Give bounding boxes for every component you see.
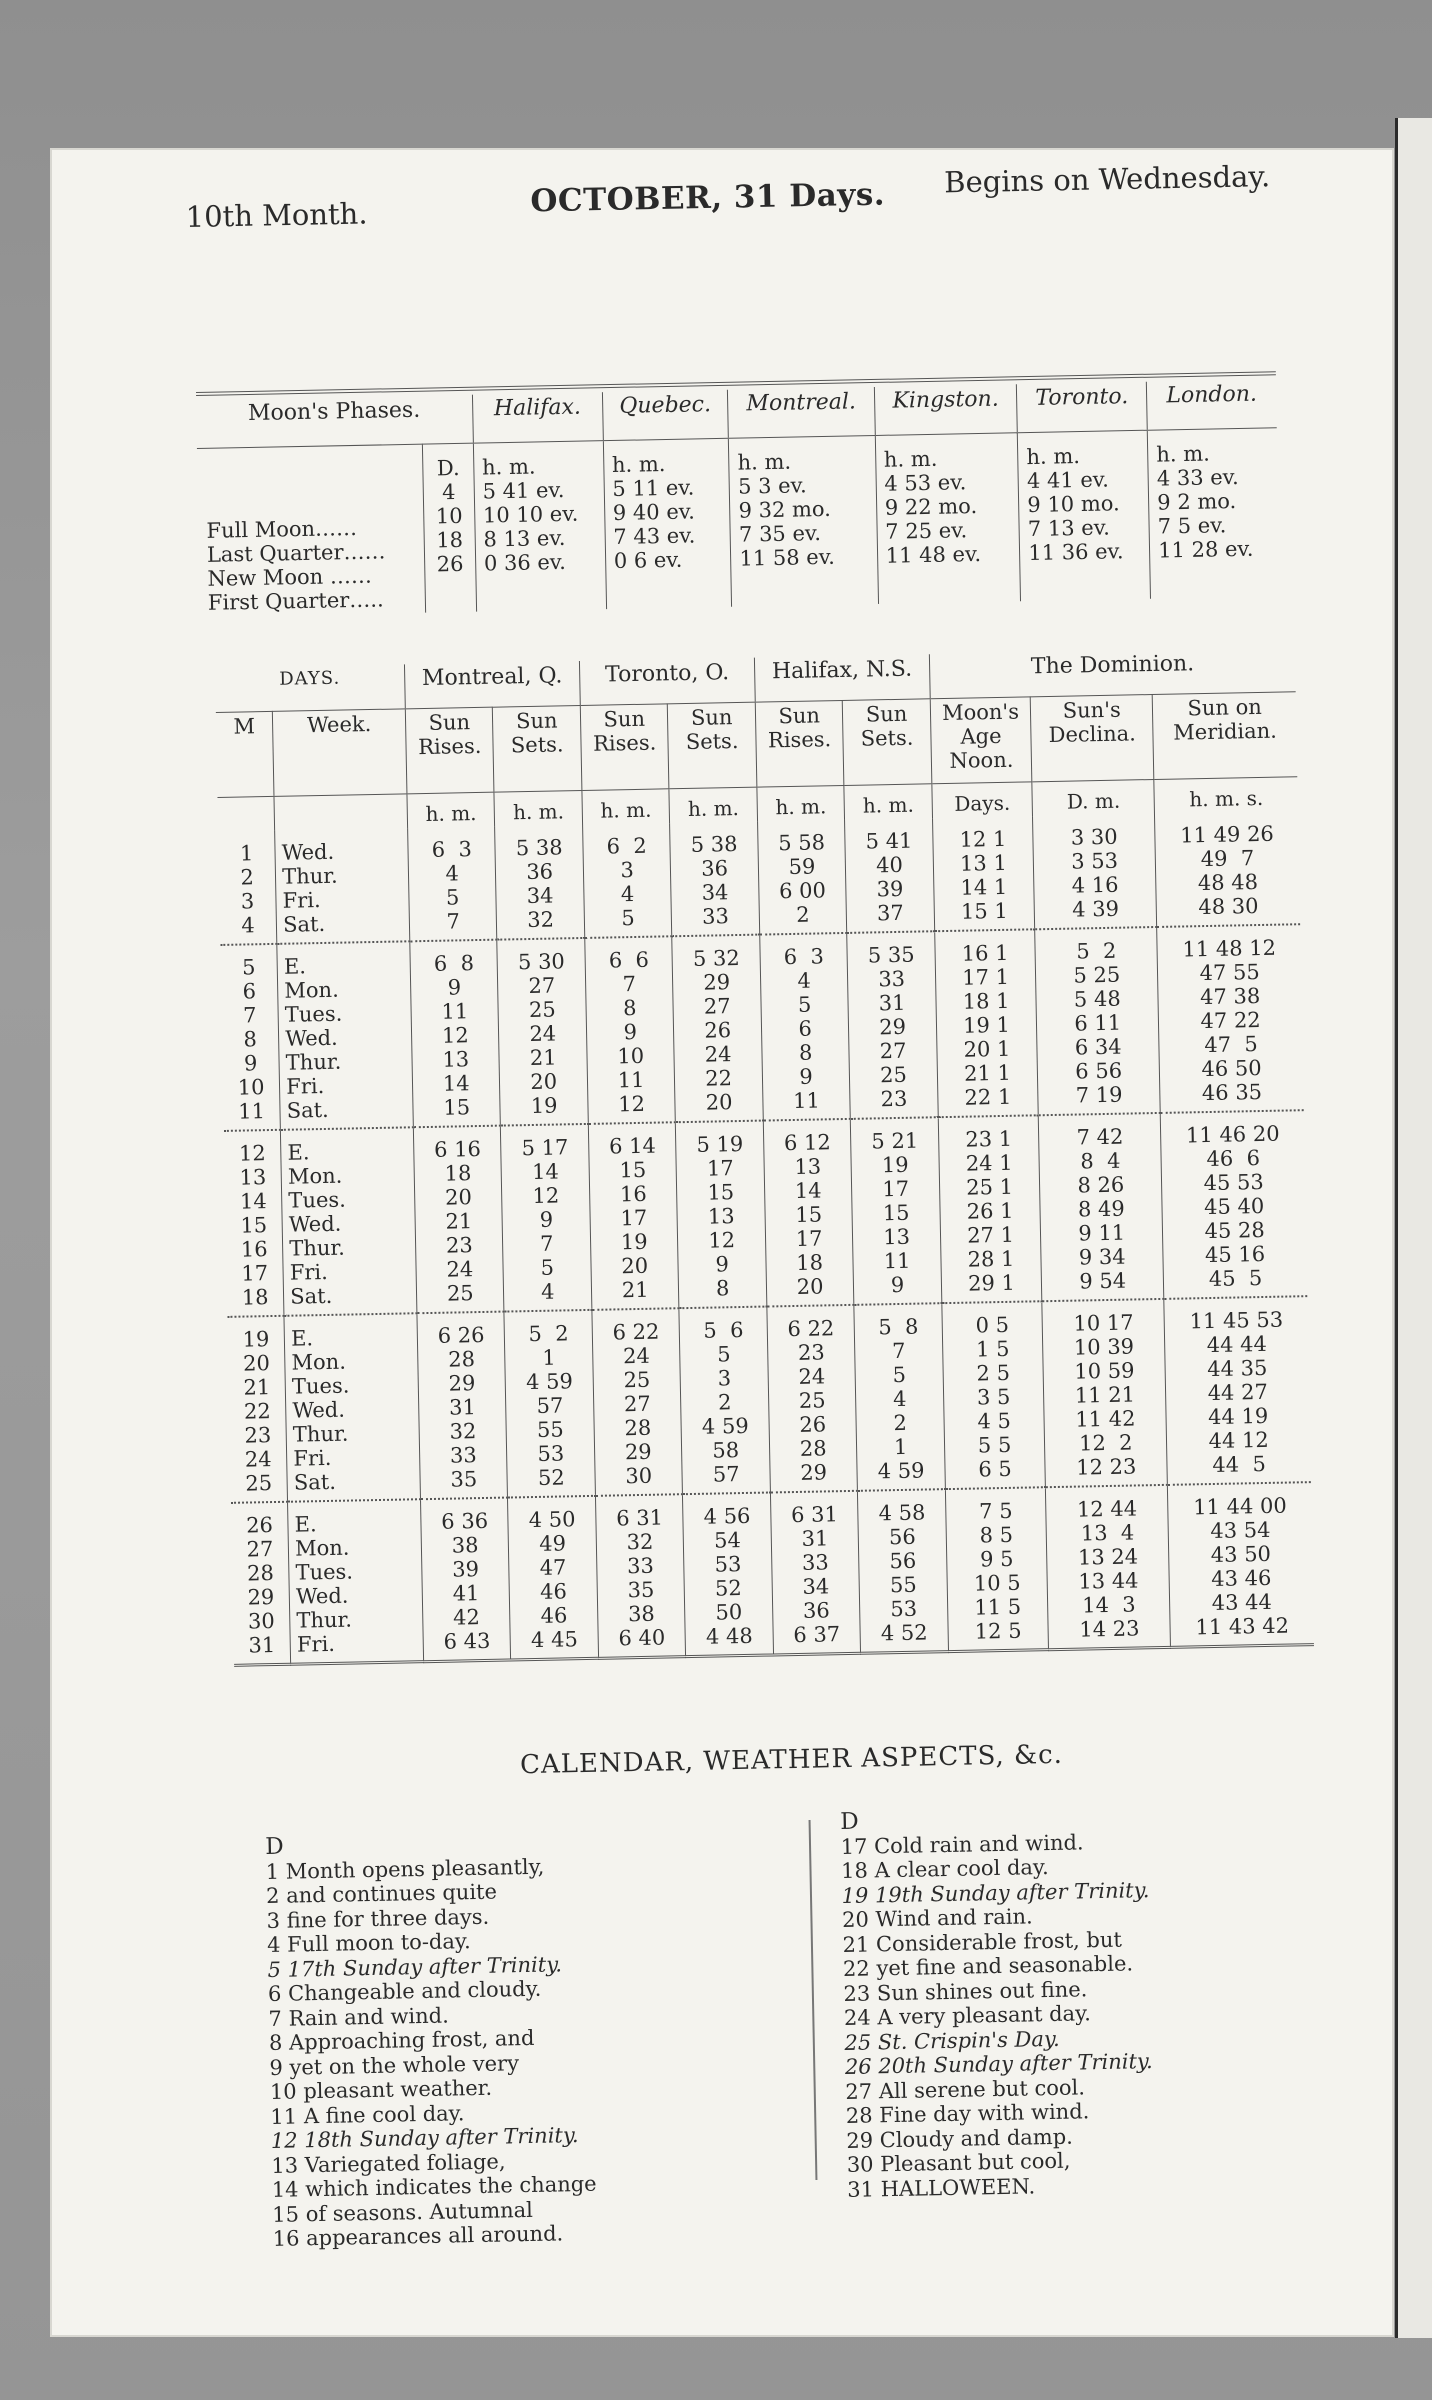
calendar-entry: 3 fine for three days. xyxy=(266,1904,490,1933)
calendar-entry: 19 19th Sunday after Trinity. xyxy=(841,1877,1150,1908)
moon-phases-body-row xyxy=(197,428,1280,617)
week-hfx-rise: 6 31 31 33 34 36 6 37 xyxy=(770,1491,861,1655)
moon-phases-table xyxy=(196,379,1280,617)
value-lines: 5 11 ev. 9 40 ev. 7 43 ev. 0 6 ev. xyxy=(612,475,696,574)
page-title: OCTOBER, 31 Days. xyxy=(530,176,886,220)
col-toronto: Toronto. xyxy=(1017,382,1148,433)
week-week: E. Mon. Tues. Wed. Thur. Fri. Sat. xyxy=(281,1127,417,1316)
calendar-entry: 10 pleasant weather. xyxy=(269,2075,493,2104)
week-mtl-rise: 6 36 38 39 41 42 6 43 xyxy=(421,1498,512,1662)
week-mtl-set: 5 30 27 25 24 21 20 19 xyxy=(497,938,588,1126)
calendar-entry: 14 which indicates the change xyxy=(271,2171,597,2202)
value-lines: 4 53 ev. 9 22 mo. 7 25 ev. 11 48 ev. xyxy=(884,470,982,568)
week-tor-rise: 6 31 32 33 35 38 6 40 xyxy=(595,1494,686,1658)
unit-hm: h. m. xyxy=(407,792,495,828)
units-label: h. m. xyxy=(883,446,938,472)
col-tor-rise: Sun Rises. xyxy=(580,704,669,791)
calendar-entry: 25 St. Crispin's Day. xyxy=(844,2026,1060,2055)
calendar-entry: 22 yet fine and seasonable. xyxy=(842,1951,1134,1981)
col-kingston: Kingston. xyxy=(874,384,1017,435)
montreal-times xyxy=(729,435,879,606)
value-lines: 4 41 ev. 9 10 mo. 7 13 ev. 11 36 ev. xyxy=(1026,467,1124,566)
week-week: E. Mon. Tues. Wed. Thur. Fri. Sat. xyxy=(284,1313,420,1502)
calendar-entry: 21 Considerable frost, but xyxy=(842,1927,1123,1957)
halifax-times xyxy=(473,441,606,612)
calendar-entry: 8 Approaching frost, and xyxy=(268,2025,535,2055)
week-row xyxy=(220,924,1303,1131)
week-hfx-rise: 6 22 23 24 25 26 28 29 xyxy=(767,1305,858,1493)
col-sun-meridian: Sun on Meridian. xyxy=(1152,692,1297,780)
week-m: 19 20 21 22 23 24 25 xyxy=(227,1316,287,1503)
col-m: M xyxy=(216,711,274,797)
calendar-entry: 5 17th Sunday after Trinity. xyxy=(267,1951,563,1982)
week-mtl-set: 5 38 36 34 32 xyxy=(495,825,585,940)
week-merid: 11 49 26 49 7 48 48 48 30 xyxy=(1155,811,1300,927)
unit-hms: h. m. s. xyxy=(1154,777,1298,814)
d-label: D. xyxy=(436,455,460,481)
week-mtl-set: 4 50 49 47 46 46 4 45 xyxy=(508,1496,599,1660)
col-mtl-set: Sun Sets. xyxy=(493,705,582,792)
week-tor-set: 5 19 17 15 13 12 9 8 xyxy=(676,1121,767,1309)
calendar-right-column xyxy=(840,1804,1155,2202)
week-hfx-set: 5 35 33 31 29 27 25 23 xyxy=(847,931,938,1119)
units-label: h. m. xyxy=(737,449,792,475)
moon-phases-heading: Moon's Phases. xyxy=(196,395,473,449)
week-age: 7 5 8 5 9 5 10 5 11 5 12 5 xyxy=(945,1487,1049,1651)
week-hfx-set: 5 8 7 5 4 2 1 4 59 xyxy=(854,1303,945,1491)
units-label: h. m. xyxy=(1026,444,1081,470)
col-london: London. xyxy=(1146,379,1276,430)
calendar-entry: 13 Variegated foliage, xyxy=(271,2148,506,2178)
calendar-entry: 24 A very pleasant day. xyxy=(843,2001,1092,2030)
col-suns-declina: Sun's Declina. xyxy=(1030,695,1154,782)
week-hfx-set: 5 41 40 39 37 xyxy=(845,818,935,933)
calendar-entry: 7 Rain and wind. xyxy=(268,2003,449,2031)
units-label: h. m. xyxy=(481,454,536,480)
unit-blank xyxy=(217,796,274,832)
week-week: E. Mon. Tues. Wed. Thur. Fri. xyxy=(288,1499,424,1664)
calendar-entry: 4 Full moon to-day. xyxy=(266,1929,471,1957)
week-merid: 11 46 20 46 6 45 53 45 40 45 28 45 16 45 5 xyxy=(1161,1110,1308,1299)
begins-on: Begins on Wednesday. xyxy=(943,159,1271,200)
units-label: h. m. xyxy=(611,452,666,478)
col-week: Week. xyxy=(273,709,407,797)
halifax-heading: Halifax, N.S. xyxy=(754,654,930,702)
week-m: 5 6 7 8 9 10 11 xyxy=(220,944,280,1131)
unit-hm: h. m. xyxy=(844,784,932,820)
week-decl: 3 30 3 53 4 16 4 39 xyxy=(1033,814,1157,929)
calendar-entry: 16 appearances all around. xyxy=(272,2221,564,2251)
week-hfx-rise: 5 58 59 6 00 2 xyxy=(757,820,847,935)
london-times xyxy=(1147,428,1280,599)
days-heading: DAYS. xyxy=(215,664,405,712)
week-merid: 11 44 00 43 54 43 50 43 46 43 44 11 43 42 xyxy=(1168,1482,1314,1647)
week-mtl-set: 5 2 1 4 59 57 55 53 52 xyxy=(504,1310,595,1498)
week-mtl-rise: 6 3 4 5 7 xyxy=(408,827,498,942)
unit-blank xyxy=(274,794,407,831)
quebec-times xyxy=(603,438,732,609)
calendar-title: CALENDAR, WEATHER ASPECTS, &c. xyxy=(519,1739,1064,1781)
week-week: Wed. Thur. Fri. Sat. xyxy=(275,828,410,944)
col-moons-age: Moon's Age Noon. xyxy=(930,697,1032,784)
calendar-entry: 12 18th Sunday after Trinity. xyxy=(270,2123,579,2153)
value-lines: 4 10 18 26 xyxy=(435,480,464,577)
calendar-entry: 15 of seasons. Autumnal xyxy=(272,2197,534,2227)
week-age: 12 1 13 1 14 1 15 1 xyxy=(932,816,1035,931)
value-lines: Full Moon…… Last Quarter…… New Moon …… First Quarter….. xyxy=(206,515,386,615)
value-lines: 5 3 ev. 9 32 mo. 7 35 ev. 11 58 ev. xyxy=(737,473,835,571)
montreal-heading: Montreal, Q. xyxy=(404,661,580,709)
week-m: 12 13 14 15 16 17 18 xyxy=(224,1130,284,1317)
unit-hm: h. m. xyxy=(669,787,757,823)
week-tor-set: 5 38 36 34 33 xyxy=(670,822,760,937)
value-lines: 4 33 ev. 9 2 mo. 7 5 ev. 11 28 ev. xyxy=(1156,464,1254,563)
col-hfx-set: Sun Sets. xyxy=(843,699,932,786)
week-hfx-rise: 6 3 4 5 6 8 9 11 xyxy=(760,933,851,1121)
col-tor-set: Sun Sets. xyxy=(668,702,757,789)
calendar-entry: 27 All serene but cool. xyxy=(845,2074,1086,2104)
calendar-right-lines xyxy=(840,1829,1155,2202)
phase-days xyxy=(423,443,477,612)
dominion-heading: The Dominion. xyxy=(929,647,1295,699)
week-age: 16 1 17 1 18 1 19 1 20 1 21 1 22 1 xyxy=(935,929,1039,1117)
col-head-d: D xyxy=(264,1833,284,1860)
toronto-times xyxy=(1018,430,1151,601)
week-tor-rise: 6 14 15 16 17 19 20 21 xyxy=(588,1122,679,1310)
calendar-entry: 6 Changeable and cloudy. xyxy=(267,1976,542,2006)
week-hfx-rise: 6 12 13 14 15 17 18 20 xyxy=(763,1119,854,1307)
adjacent-page-edge xyxy=(1395,118,1432,2338)
calendar-left-lines xyxy=(265,1853,597,2251)
week-row xyxy=(218,811,1300,945)
week-row xyxy=(224,1110,1307,1317)
col-mtl-rise: Sun Rises. xyxy=(405,707,494,794)
week-week: E. Mon. Tues. Wed. Thur. Fri. Sat. xyxy=(277,941,413,1130)
week-tor-rise: 6 6 7 8 9 10 11 12 xyxy=(585,936,676,1124)
calendar-entry: 18 A clear cool day. xyxy=(840,1855,1049,1883)
calendar-entry: 11 A fine cool day. xyxy=(270,2100,465,2129)
calendar-entry: 29 Cloudy and damp. xyxy=(846,2124,1074,2153)
week-decl: 12 44 13 4 13 24 13 44 14 3 14 23 xyxy=(1046,1485,1171,1650)
calendar-left-column xyxy=(265,1829,598,2252)
calendar-entry: 28 Fine day with wind. xyxy=(845,2099,1090,2128)
unit-days: Days. xyxy=(932,782,1033,818)
calendar-entry: 31 HALLOWEEN. xyxy=(847,2173,1036,2202)
calendar-entry: 26 20th Sunday after Trinity. xyxy=(844,2049,1153,2079)
week-decl: 7 42 8 4 8 26 8 49 9 11 9 34 9 54 xyxy=(1039,1113,1165,1301)
week-merid: 11 45 53 44 44 44 35 44 27 44 19 44 12 44 5 xyxy=(1164,1296,1311,1485)
col-hfx-rise: Sun Rises. xyxy=(755,700,844,787)
value-lines: 5 41 ev. 10 10 ev. 8 13 ev. 0 36 ev. xyxy=(482,477,579,576)
col-montreal: Montreal. xyxy=(728,387,875,438)
unit-hm: h. m. xyxy=(757,785,845,821)
calendar-entry: 23 Sun shines out fine. xyxy=(843,1976,1088,2006)
week-decl: 10 17 10 39 10 59 11 21 11 42 12 2 12 23 xyxy=(1042,1299,1168,1487)
unit-dm: D. m. xyxy=(1032,779,1155,816)
week-mtl-rise: 6 16 18 20 21 23 24 25 xyxy=(413,1126,504,1314)
calendar-entry: 30 Pleasant but cool, xyxy=(846,2148,1071,2177)
month-number: 10th Month. xyxy=(185,196,368,234)
week-mtl-set: 5 17 14 12 9 7 5 4 xyxy=(501,1124,592,1312)
week-tor-set: 5 32 29 27 26 24 22 20 xyxy=(672,935,763,1123)
calendar-entry: 9 yet on the whole very xyxy=(269,2050,520,2080)
calendar-entry: 1 Month opens pleasantly, xyxy=(265,1854,545,1884)
unit-hm: h. m. xyxy=(582,789,670,825)
week-tor-rise: 6 2 3 4 5 xyxy=(583,823,673,938)
col-halifax: Halifax. xyxy=(472,392,603,443)
weeks-body xyxy=(218,811,1314,1665)
week-age: 0 5 1 5 2 5 3 5 4 5 5 5 6 5 xyxy=(942,1301,1046,1489)
week-row xyxy=(227,1296,1310,1503)
week-decl: 5 2 5 25 5 48 6 11 6 34 6 56 7 19 xyxy=(1035,927,1161,1115)
units-label: h. m. xyxy=(1156,441,1211,467)
days-table xyxy=(215,647,1314,1667)
week-m: 1 2 3 4 xyxy=(239,841,255,938)
week-m: 26 27 28 29 30 31 xyxy=(231,1502,291,1666)
week-hfx-set: 5 21 19 17 15 13 11 9 xyxy=(851,1117,942,1305)
week-tor-rise: 6 22 24 25 27 28 29 30 xyxy=(592,1308,683,1496)
calendar-entry: 2 and continues quite xyxy=(265,1879,498,1908)
calendar-entry: 20 Wind and rain. xyxy=(841,1904,1033,1932)
week-row xyxy=(231,1482,1314,1665)
col-head-d: D xyxy=(839,1808,859,1835)
kingston-times xyxy=(875,433,1021,604)
unit-hm: h. m. xyxy=(494,790,582,826)
week-merid: 11 48 12 47 55 47 38 47 22 47 5 46 50 46 35 xyxy=(1157,924,1304,1113)
week-age: 23 1 24 1 25 1 26 1 27 1 28 1 29 1 xyxy=(938,1115,1042,1303)
week-tor-set: 4 56 54 53 52 50 4 48 xyxy=(683,1492,774,1656)
week-tor-set: 5 6 5 3 2 4 59 58 57 xyxy=(679,1307,770,1495)
week-mtl-rise: 6 26 28 29 31 32 33 35 xyxy=(417,1312,508,1500)
week-hfx-set: 4 58 56 56 55 53 4 52 xyxy=(858,1489,949,1653)
week-mtl-rise: 6 8 9 11 12 13 14 15 xyxy=(410,940,501,1128)
col-quebec: Quebec. xyxy=(602,390,729,441)
calendar-entry: 17 Cold rain and wind. xyxy=(840,1829,1084,1859)
phase-names xyxy=(197,444,426,617)
toronto-heading: Toronto, O. xyxy=(579,658,755,706)
